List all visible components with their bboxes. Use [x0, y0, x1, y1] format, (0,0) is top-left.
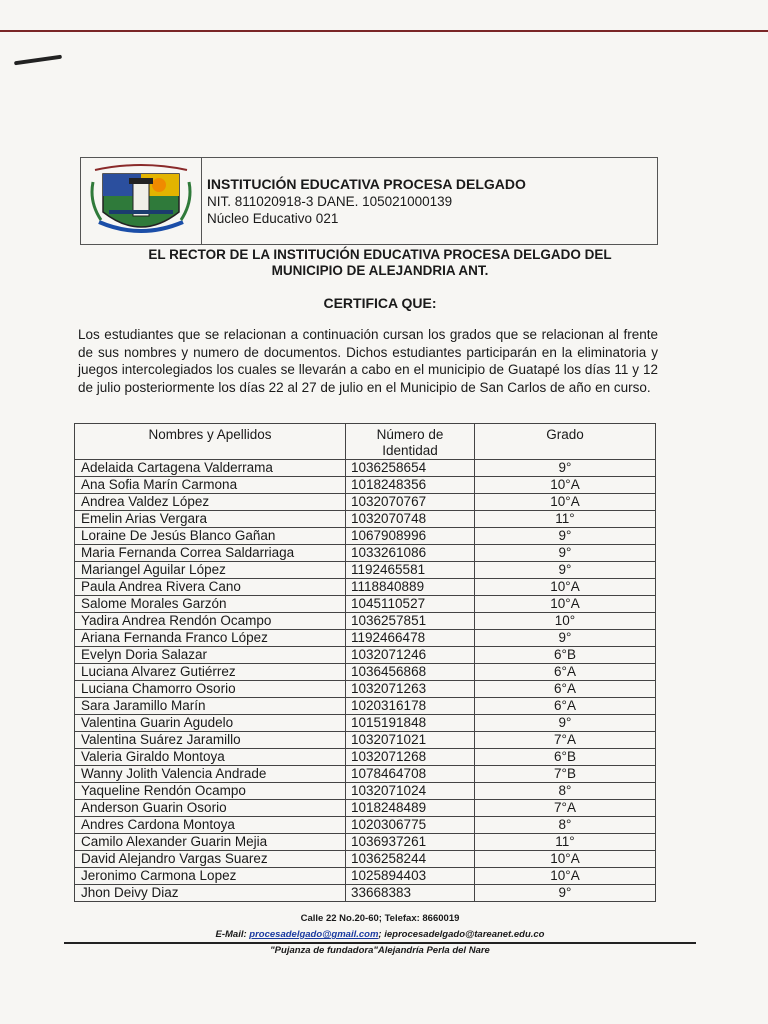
student-grade: 8° [475, 783, 656, 800]
table-row [75, 681, 656, 698]
table-row [75, 613, 656, 630]
students-table [74, 423, 656, 902]
email-label: E-Mail: [215, 929, 247, 940]
table-row [75, 715, 656, 732]
student-name: Emelin Arias Vergara [75, 511, 346, 528]
student-grade: 9° [475, 545, 656, 562]
table-row [75, 494, 656, 511]
student-grade: 6°A [475, 664, 656, 681]
header-names: Nombres y Apellidos [75, 424, 346, 460]
student-name: Yaqueline Rendón Ocampo [75, 783, 346, 800]
student-grade: 9° [475, 460, 656, 477]
student-name: Mariangel Aguilar López [75, 562, 346, 579]
student-name: Paula Andrea Rivera Cano [75, 579, 346, 596]
table-row [75, 596, 656, 613]
student-id: 1032071024 [346, 783, 475, 800]
table-row [75, 698, 656, 715]
student-id: 1036258654 [346, 460, 475, 477]
student-name: Salome Morales Garzón [75, 596, 346, 613]
body-paragraph: Los estudiantes que se relacionan a continuación cursan los grados que se relacionan al frente de sus nombres y numero de documentos. Dichos estudiantes participarán en la eliminatoria y juegos intercolegiados los cuales se llevarán a cabo en el municipio de Guatapé los días 11 y 12 de julio posteriormente los días 22 al 27 de julio en el Municipio de San Carlos de año en curso. [78, 327, 658, 395]
table-row [75, 460, 656, 477]
student-name: Jeronimo Carmona Lopez [75, 868, 346, 885]
student-name: Loraine De Jesús Blanco Gañan [75, 528, 346, 545]
table-row [75, 885, 656, 902]
student-name: Camilo Alexander Guarin Mejia [75, 834, 346, 851]
student-grade: 6°A [475, 698, 656, 715]
student-grade: 11° [475, 511, 656, 528]
student-name: Wanny Jolith Valencia Andrade [75, 766, 346, 783]
crest-icon [89, 162, 193, 242]
table-row [75, 579, 656, 596]
table-row [75, 732, 656, 749]
student-grade: 10°A [475, 579, 656, 596]
table-row [75, 528, 656, 545]
email-2: ieprocesadelgado@tareanet.edu.co [384, 929, 545, 940]
student-id: 1036456868 [346, 664, 475, 681]
table-row [75, 783, 656, 800]
title-line-2: MUNICIPIO DE ALEJANDRIA ANT. [271, 263, 489, 278]
student-grade: 10°A [475, 868, 656, 885]
table-row [75, 749, 656, 766]
student-grade: 9° [475, 528, 656, 545]
student-grade: 9° [475, 715, 656, 732]
footer-divider [64, 942, 696, 944]
student-name: Valentina Suárez Jaramillo [75, 732, 346, 749]
email-separator: ; [378, 929, 382, 940]
footer-address: Calle 22 No.20-60; Telefax: 8660019 [300, 913, 460, 924]
student-name: Anderson Guarin Osorio [75, 800, 346, 817]
student-id: 1118840889 [346, 579, 475, 596]
student-name: Luciana Alvarez Gutiérrez [75, 664, 346, 681]
student-name: Jhon Deivy Diaz [75, 885, 346, 902]
student-id: 1032071263 [346, 681, 475, 698]
student-id: 1067908996 [346, 528, 475, 545]
student-id: 1192465581 [346, 562, 475, 579]
table-row [75, 477, 656, 494]
student-id: 1020316178 [346, 698, 475, 715]
student-grade: 8° [475, 817, 656, 834]
certifica-heading: CERTIFICA QUE: [323, 295, 437, 311]
student-name: Valentina Guarin Agudelo [75, 715, 346, 732]
student-grade: 9° [475, 885, 656, 902]
table-row [75, 511, 656, 528]
student-id: 1036937261 [346, 834, 475, 851]
student-id: 1033261086 [346, 545, 475, 562]
student-id: 1036258244 [346, 851, 475, 868]
student-name: David Alejandro Vargas Suarez [75, 851, 346, 868]
student-id: 1025894403 [346, 868, 475, 885]
student-grade: 11° [475, 834, 656, 851]
student-grade: 10° [475, 613, 656, 630]
student-grade: 10°A [475, 851, 656, 868]
table-row [75, 630, 656, 647]
header-id: Número de Identidad [346, 424, 475, 460]
table-row [75, 664, 656, 681]
student-grade: 7°B [475, 766, 656, 783]
student-id: 1032071268 [346, 749, 475, 766]
institution-name: INSTITUCIÓN EDUCATIVA PROCESA DELGADO [207, 176, 526, 192]
table-row [75, 562, 656, 579]
student-id: 1078464708 [346, 766, 475, 783]
student-grade: 10°A [475, 494, 656, 511]
table-row [75, 545, 656, 562]
institution-logo [81, 158, 202, 244]
student-grade: 10°A [475, 596, 656, 613]
student-name: Ana Sofia Marín Carmona [75, 477, 346, 494]
document-title [80, 247, 680, 279]
student-id: 1018248356 [346, 477, 475, 494]
student-name: Valeria Giraldo Montoya [75, 749, 346, 766]
student-grade: 9° [475, 562, 656, 579]
student-id: 1015191848 [346, 715, 475, 732]
footer-emails [60, 929, 700, 940]
top-edge-line [0, 30, 768, 32]
pen-mark [14, 55, 62, 66]
student-grade: 6°B [475, 749, 656, 766]
student-name: Evelyn Doria Salazar [75, 647, 346, 664]
student-name: Adelaida Cartagena Valderrama [75, 460, 346, 477]
email-link-1[interactable]: procesadelgado@gmail.com [249, 929, 379, 940]
student-grade: 6°B [475, 647, 656, 664]
title-line-1: EL RECTOR DE LA INSTITUCIÓN EDUCATIVA PROCESA DELGADO DEL [148, 247, 612, 262]
student-id: 1192466478 [346, 630, 475, 647]
footer-motto: "Pujanza de fundadora"Alejandría Perla del Nare [270, 945, 490, 956]
student-id: 1032071246 [346, 647, 475, 664]
nit-dane: NIT. 811020918-3 DANE. 105021000139 [207, 194, 453, 209]
nucleo-educativo: Núcleo Educativo 021 [207, 211, 339, 226]
student-name: Andres Cardona Montoya [75, 817, 346, 834]
student-name: Luciana Chamorro Osorio [75, 681, 346, 698]
table-row [75, 647, 656, 664]
table-header-row [75, 424, 656, 460]
student-id: 33668383 [346, 885, 475, 902]
student-id: 1036257851 [346, 613, 475, 630]
student-grade: 7°A [475, 800, 656, 817]
student-name: Sara Jaramillo Marín [75, 698, 346, 715]
table-row [75, 868, 656, 885]
letterhead [80, 157, 658, 245]
student-id: 1032071021 [346, 732, 475, 749]
student-id: 1032070767 [346, 494, 475, 511]
student-name: Yadira Andrea Rendón Ocampo [75, 613, 346, 630]
student-id: 1018248489 [346, 800, 475, 817]
student-grade: 7°A [475, 732, 656, 749]
student-grade: 6°A [475, 681, 656, 698]
student-id: 1045110527 [346, 596, 475, 613]
student-id: 1020306775 [346, 817, 475, 834]
table-row [75, 817, 656, 834]
student-grade: 9° [475, 630, 656, 647]
student-grade: 10°A [475, 477, 656, 494]
table-row [75, 800, 656, 817]
student-name: Andrea Valdez López [75, 494, 346, 511]
student-name: Ariana Fernanda Franco López [75, 630, 346, 647]
table-row [75, 834, 656, 851]
header-grade: Grado [475, 424, 656, 460]
table-row [75, 851, 656, 868]
table-row [75, 766, 656, 783]
student-id: 1032070748 [346, 511, 475, 528]
student-name: Maria Fernanda Correa Saldarriaga [75, 545, 346, 562]
